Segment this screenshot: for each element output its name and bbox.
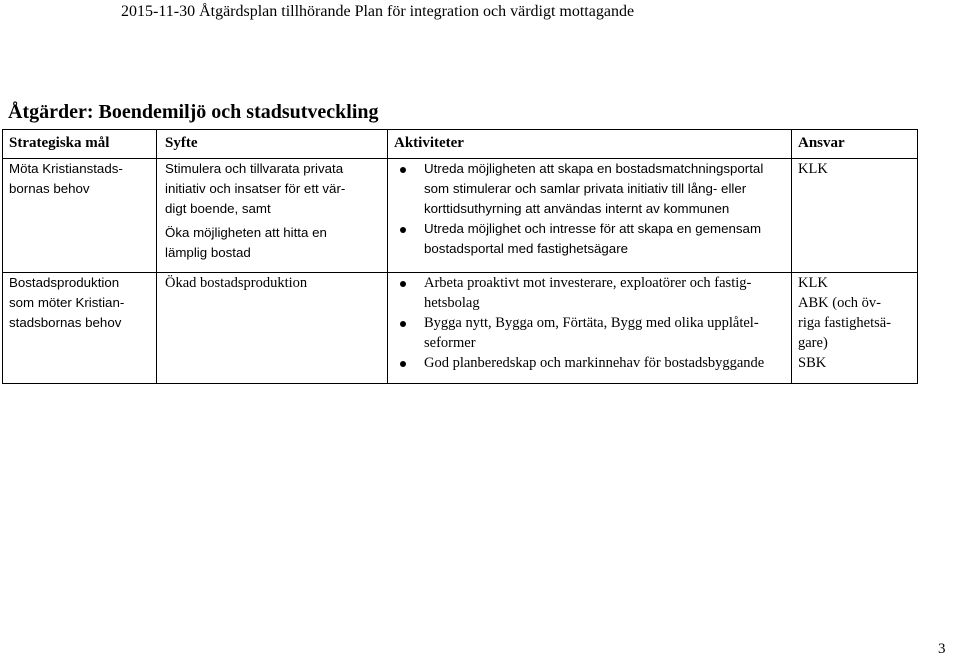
responsible-line: KLK [798,161,828,177]
column-header-responsible: Ansvar [792,130,918,159]
activity-list [394,273,785,373]
purpose-line: lämplig bostad [165,245,251,260]
purpose-line: initiativ och insatser för ett vär- [165,181,346,196]
purpose-cell [157,159,388,273]
goal-line: stadsbornas behov [9,315,122,330]
bullet-icon [400,361,406,367]
column-header-purpose: Syfte [157,130,388,159]
activity-item [394,219,785,259]
activity-item [394,273,785,313]
purpose-line: Ökad bostadsproduktion [165,275,308,291]
goal-cell [3,273,157,384]
table-header-row [3,130,918,159]
action-table [2,129,918,384]
table-row [3,159,918,273]
table-row [3,273,918,384]
purpose-cell [157,273,388,384]
goal-line: Bostadsproduktion [9,275,120,290]
purpose-paragraph [165,223,381,263]
responsible-cell [792,273,918,384]
activities-cell [388,159,792,273]
activity-line: hetsbolag [424,295,480,311]
purpose-paragraph [165,159,381,219]
activities-cell [388,273,792,384]
document-header: 2015-11-30 Åtgärdsplan tillhörande Plan för integration och värdigt mottagande [121,3,635,20]
purpose-line: digt boende, samt [165,201,271,216]
responsible-line: ABK (och öv- [798,295,881,311]
activity-line: korttidsuthyrning att användas internt av kommunen [424,201,730,216]
bullet-icon [400,167,406,173]
purpose-line: Stimulera och tillvarata privata [165,161,344,176]
activity-line: Utreda möjlighet och intresse för att skapa en gemensam [424,221,762,236]
bullet-icon [400,281,406,287]
activity-item [394,159,785,219]
activity-line: Utreda möjligheten att skapa en bostadsmatchningsportal [424,161,764,176]
activity-line: som stimulerar och samlar privata initiativ till lång- eller [424,181,747,196]
goal-line: som möter Kristian- [9,295,125,310]
activity-line: God planberedskap och markinnehav för bostadsbyggande [424,355,765,371]
page-number: 3 [938,641,946,657]
bullet-icon [400,227,406,233]
activity-line: bostadsportal med fastighetsägare [424,241,629,256]
section-title: Åtgärder: Boendemiljö och stadsutveckling [8,101,379,123]
activity-list [394,159,785,259]
responsible-line: KLK [798,275,828,291]
goal-line: Möta Kristianstads- [9,161,123,176]
bullet-icon [400,321,406,327]
responsible-line: gare) [798,335,828,351]
responsible-line: riga fastighetsä- [798,315,892,331]
activity-item [394,353,785,373]
activity-line: Bygga nytt, Bygga om, Förtäta, Bygg med olika upplåtel- [424,315,759,331]
goal-line: bornas behov [9,181,90,196]
activity-line: Arbeta proaktivt mot investerare, exploatörer och fastig- [424,275,752,291]
activity-line: seformer [424,335,476,351]
purpose-line: Öka möjligheten att hitta en [165,225,327,240]
responsible-cell [792,159,918,273]
column-header-goal: Strategiska mål [3,130,157,159]
column-header-activities: Aktiviteter [388,130,792,159]
activity-item [394,313,785,353]
responsible-line: SBK [798,355,827,371]
goal-cell [3,159,157,273]
